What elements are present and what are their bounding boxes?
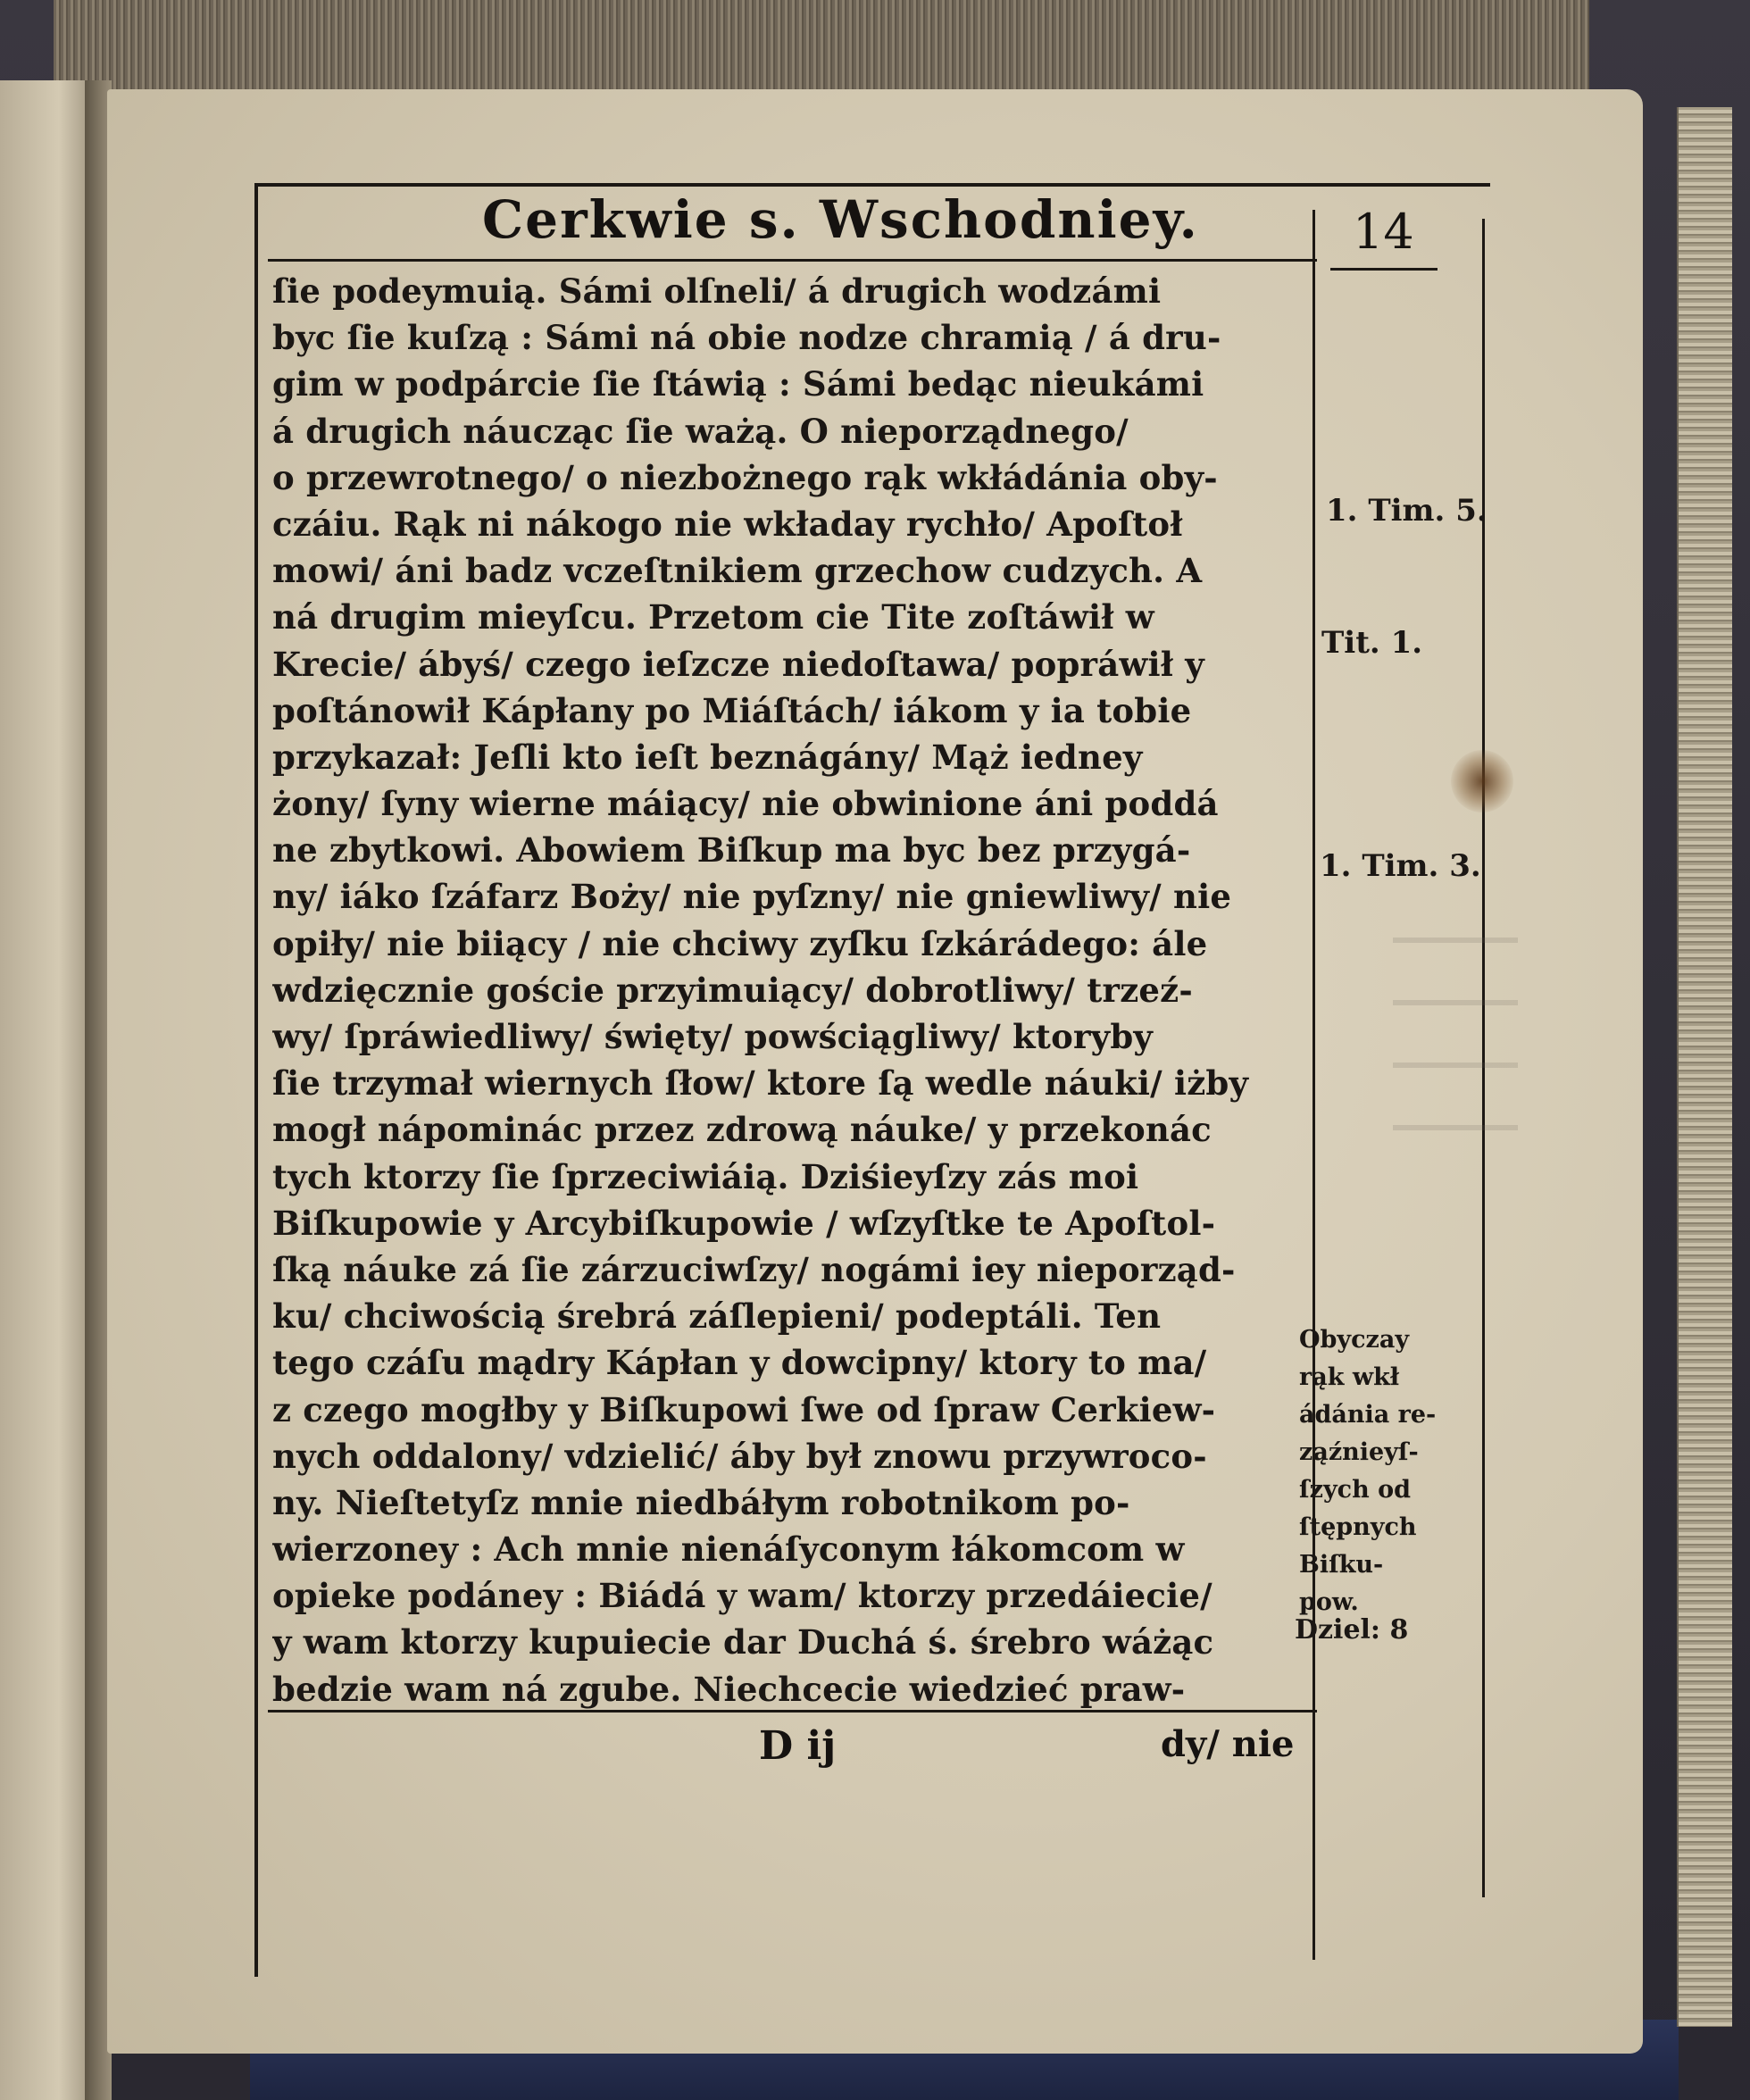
text-line: poſtánowił Kápłany po Miáſtách/ iákom y ia tobie — [272, 690, 1192, 730]
catchword: dy/ nie — [1161, 1723, 1295, 1765]
text-line: gim w podpárcie ſie ſtáwią : Sámi bedąc nieukámi — [272, 364, 1204, 404]
marginal-reference-tim3: 1. Tim. 3. — [1320, 848, 1481, 884]
text-line: Biſkupowie y Arcybiſkupowie / wſzyſtke te Apoſtol- — [272, 1203, 1216, 1243]
book-top-edge — [54, 0, 1589, 104]
text-line: nych oddalony/ vdzielić/ áby był znowu przywroco- — [272, 1436, 1207, 1476]
marginal-note-line: rąk wkł — [1299, 1363, 1400, 1391]
marginal-reference-tit1: Tit. 1. — [1321, 625, 1423, 661]
text-line: Krecie/ ábyś/ czego ieſzcze niedoſtawa/ popráwił y — [272, 644, 1204, 684]
text-line: wy/ ſpráwiedliwy/ święty/ powściągliwy/ ktoryby — [272, 1017, 1154, 1056]
text-line: przykazał: Jeſli kto ieſt beznágány/ Mąż iedney — [272, 737, 1143, 777]
text-line: wdzięcznie goście przyimuiący/ dobrotliwy/ trzeź- — [272, 970, 1193, 1010]
text-line: á drugich náucząc ſie ważą. O nieporządnego/ — [272, 411, 1129, 451]
marginal-note-line: pow. — [1299, 1588, 1359, 1616]
text-line: mogł nápominác przez zdrową náuke/ y przekonác — [272, 1110, 1212, 1150]
text-line: ny/ iáko ſzáfarz Boży/ nie pyſzny/ nie gniewliwy/ nie — [272, 877, 1232, 917]
text-line: ku/ chciwością śrebrá záſlepieni/ podeptáli. Ten — [272, 1296, 1162, 1337]
header-rule — [268, 259, 1317, 262]
marginal-note — [1299, 1321, 1436, 1621]
page-number: 14 — [1353, 204, 1414, 260]
text-line: ſie trzymał wiernych ſłow/ ktore ſą wedle náuki/ iżby — [272, 1063, 1249, 1104]
marginal-reference-dziel: Dziel: 8 — [1295, 1614, 1409, 1646]
marginal-note-line: ząźnieyſ- — [1299, 1438, 1419, 1466]
page-number-rule — [1330, 268, 1438, 271]
left-page-edge — [0, 80, 98, 2100]
text-line: tego czáſu mądry Kápłan y dowcipny/ ktory to ma/ — [272, 1343, 1207, 1383]
running-head: Cerkwie s. Wschodniey. — [482, 189, 1199, 250]
text-line: y wam ktorzy kupuiecie dar Duchá ś. śrebro wáżąc — [272, 1622, 1214, 1662]
text-line: bedzie wam ná zgube. Niechcecie wiedzieć praw- — [272, 1669, 1186, 1709]
text-line: opieke podáney : Biádá y wam/ ktorzy przedáiecie/ — [272, 1576, 1212, 1616]
text-line: ná drugim mieyſcu. Przetom cie Tite zoſtáwił w — [272, 597, 1154, 638]
text-line: opiły/ nie biiący / nie chciwy zyſku ſzkárádego: ále — [272, 923, 1208, 963]
marginal-note-line: Obyczay — [1299, 1326, 1410, 1354]
marginal-note-line: ádánia re- — [1299, 1401, 1437, 1429]
text-line: tych ktorzy ſie ſprzeciwiáią. Dziśieyſzy zás moi — [272, 1156, 1139, 1196]
book-fore-edge — [1677, 107, 1732, 2027]
text-line: byc ſie kuſzą : Sámi ná obie nodze chramią / á dru- — [272, 318, 1221, 358]
text-line: ne zbytkowi. Abowiem Biſkup ma byc bez przygá- — [272, 830, 1191, 871]
ink-stain — [1451, 750, 1513, 812]
signature-mark: D ij — [759, 1723, 837, 1769]
text-line: o przewrotnego/ o niezbożnego rąk wkłádánia oby- — [272, 457, 1218, 497]
marginal-note-line: Biſku- — [1299, 1551, 1384, 1579]
column-rule — [1312, 210, 1315, 1960]
text-line: żony/ ſyny wierne máiący/ nie obwinione áni poddá — [272, 784, 1219, 824]
text-line: wierzoney : Ach mnie nienáſyconym łákomcom w — [272, 1529, 1185, 1570]
show-through-text — [1393, 893, 1518, 1179]
text-line: ſką náuke zá ſie zárzuciwſzy/ nogámi iey nieporząd- — [272, 1249, 1236, 1289]
marginal-note-line: ſzych od — [1299, 1476, 1411, 1504]
text-line: mowi/ áni badz vczeſtnikiem grzechow cudzych. A — [272, 551, 1203, 591]
text-line: czáiu. Rąk ni nákogo nie wkładay rychło/ Apoſtoł — [272, 504, 1183, 544]
text-line: ſie podeymuią. Sámi olſneli/ á drugich wodzámi — [272, 271, 1162, 311]
text-line: z czego mogłby y Biſkupowi ſwe od ſpraw Cerkiew- — [272, 1389, 1216, 1429]
text-line: ny. Nieſtetyſz mnie niedbáłym robotnikom po- — [272, 1482, 1130, 1522]
body-text — [272, 268, 1312, 1712]
marginal-reference-tim5: 1. Tim. 5. — [1326, 493, 1488, 529]
marginal-note-line: ſtępnych — [1299, 1513, 1417, 1541]
